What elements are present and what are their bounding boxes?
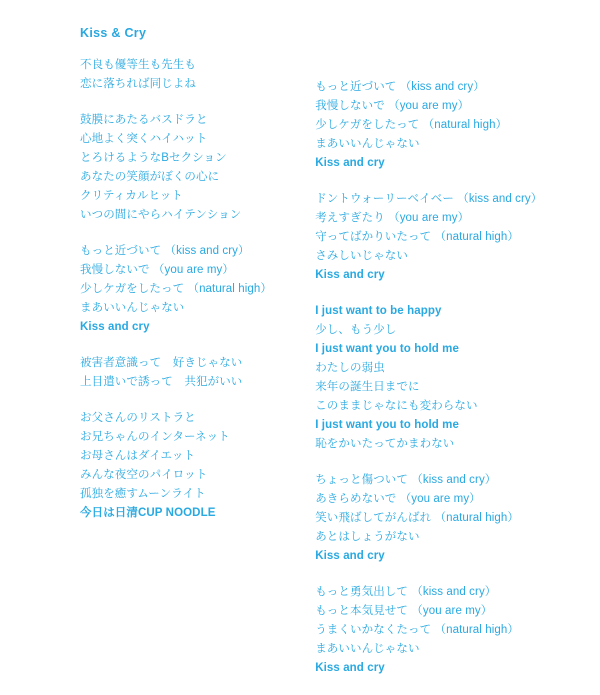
- lyrics-line: Kiss and cry: [315, 157, 385, 169]
- lyrics-line: うまくいかなくたって （natural high）: [315, 624, 519, 636]
- lyrics-line: 少し、もう少し: [315, 324, 397, 336]
- lyrics-line: 我慢しないで （you are my）: [315, 100, 470, 112]
- lyrics-line: ちょっと傷ついて （kiss and cry）: [315, 474, 497, 486]
- lyrics-line: このままじゃなにも変わらない: [315, 400, 478, 412]
- lyrics-line: 心地よく突くハイハット: [80, 133, 208, 145]
- lyrics-line: お母さんはダイエット: [80, 450, 196, 462]
- lyrics-line: わたしの弱虫: [315, 362, 385, 374]
- lyrics-line: あきらめないで （you are my）: [315, 493, 481, 505]
- lyrics-stanza: [315, 78, 570, 173]
- lyrics-line: 恋に落ちれば同じよね: [80, 78, 196, 90]
- lyrics-line: あとはしょうがない: [315, 531, 420, 543]
- lyrics-line: 恥をかいたってかまわない: [315, 438, 455, 450]
- lyrics-line: Kiss and cry: [315, 662, 385, 674]
- lyrics-line: まあいいんじゃない: [315, 138, 420, 150]
- lyrics-column-right: [315, 56, 570, 695]
- lyrics-line: I just want you to hold me: [315, 343, 459, 355]
- lyrics-stanza: [315, 583, 570, 678]
- lyrics-stanza: [315, 471, 570, 566]
- lyrics-line: 孤独を癒すムーンライト: [80, 488, 206, 500]
- lyrics-line: もっと本気見せて （you are my）: [315, 605, 493, 617]
- lyrics-line: 不良も優等生も先生も: [80, 59, 196, 71]
- lyrics-line: お兄ちゃんのインターネット: [80, 431, 230, 443]
- lyrics-line: Kiss and cry: [80, 321, 150, 333]
- lyrics-line: 我慢しないで （you are my）: [80, 264, 234, 276]
- lyrics-line: とろけるようなBセクション: [80, 152, 227, 164]
- lyrics-line: 鼓膜にあたるバスドラと: [80, 114, 208, 126]
- lyrics-stanza: [80, 354, 315, 392]
- lyrics-line: お父さんのリストラと: [80, 412, 196, 424]
- lyrics-line: 被害者意識って 好きじゃない: [80, 357, 243, 369]
- page-title: Kiss & Cry: [80, 26, 147, 40]
- lyrics-line: あなたの笑顔がぼくの心に: [80, 171, 220, 183]
- lyrics-line: 少しケガをしたって （natural high）: [315, 119, 508, 131]
- lyrics-line: もっと近づいて （kiss and cry）: [315, 81, 485, 93]
- lyrics-line: さみしいじゃない: [315, 250, 409, 262]
- lyrics-columns: [80, 56, 570, 695]
- lyrics-stanza: [80, 242, 315, 337]
- lyrics-stanza: [315, 302, 570, 454]
- lyrics-stanza: [80, 56, 315, 94]
- lyrics-stanza: [315, 190, 570, 285]
- lyrics-line: 今日は日清CUP NOODLE: [80, 507, 216, 519]
- lyrics-line: I just want you to hold me: [315, 419, 459, 431]
- lyrics-line: Kiss and cry: [315, 269, 385, 281]
- lyrics-line: 少しケガをしたって （natural high）: [80, 283, 272, 295]
- lyrics-line: まあいいんじゃない: [315, 643, 420, 655]
- lyrics-stanza: [80, 409, 315, 523]
- lyrics-line: いつの間にやらハイテンション: [80, 209, 242, 221]
- lyrics-line: Kiss and cry: [315, 550, 385, 562]
- lyrics-line: まあいいんじゃない: [80, 302, 185, 314]
- lyrics-line: クリティカルヒット: [80, 190, 183, 202]
- lyrics-line: もっと近づいて （kiss and cry）: [80, 245, 250, 257]
- lyrics-line: 上目遣いで誘って 共犯がいい: [80, 376, 243, 388]
- lyrics-line: I just want to be happy: [315, 305, 442, 317]
- lyrics-line: 守ってばかりいたって （natural high）: [315, 231, 519, 243]
- lyrics-line: 笑い飛ばしてがんばれ （natural high）: [315, 512, 519, 524]
- lyrics-line: 考えすぎたり （you are my）: [315, 212, 470, 224]
- lyrics-column-left: [80, 56, 315, 540]
- lyrics-line: 来年の誕生日までに: [315, 381, 420, 393]
- lyrics-stanza: [80, 111, 315, 225]
- lyrics-line: ドントウォーリーベイベー （kiss and cry）: [315, 193, 543, 205]
- lyrics-line: もっと勇気出して （kiss and cry）: [315, 586, 497, 598]
- lyrics-line: みんな夜空のパイロット: [80, 469, 208, 481]
